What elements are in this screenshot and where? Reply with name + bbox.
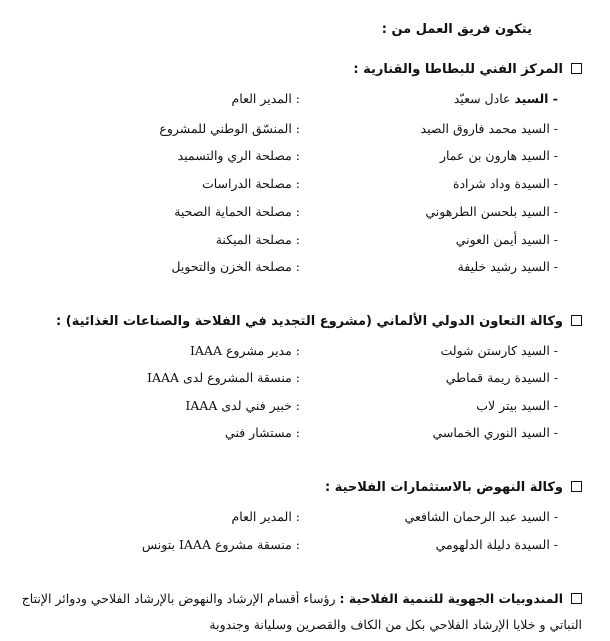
section-title: المركز الفني للبطاطا والقنارية :	[353, 62, 563, 77]
member-name: - السيد بلحسن الطرهوني	[425, 204, 558, 219]
member-role: : منسقة مشروع IAAA بتونس	[141, 537, 300, 552]
member-role: : مدير مشروع IAAA	[189, 343, 300, 358]
member-role: : المدير العام	[231, 91, 300, 106]
checkbox-icon	[571, 481, 582, 492]
section-heading-potato-center	[353, 62, 582, 78]
section-title: وكالة النهوض بالاستثمارات الفلاحية :	[324, 480, 563, 495]
member-name: - السيدة ريمة قماطي	[445, 370, 558, 385]
member-name: - السيد النوري الخماسي	[432, 425, 558, 440]
section-title: المندوبيات الجهوية للتنمية الفلاحية :	[339, 591, 563, 606]
member-name: - السيدة دليلة الدلهومي	[435, 537, 558, 552]
section-title: وكالة التعاون الدولي الألماني (مشروع التجديد في الفلاحة والصناعات الغذائية) :	[56, 314, 563, 329]
section-heading-apia	[325, 480, 582, 496]
member-role: : المنسّق الوطني للمشروع	[159, 121, 300, 136]
member-name: - السيد رشيد خليفة	[457, 259, 558, 274]
member-name: - السيد عبد الرحمان الشافعي	[404, 509, 558, 524]
section-heading-giz	[56, 314, 582, 330]
member-role: : خبير فني لدى IAAA	[185, 398, 300, 413]
member-name: - السيد محمد فاروق الصيد	[420, 121, 558, 136]
member-name: - السيد بيتر لاب	[476, 398, 558, 413]
member-role: : المدير العام	[231, 509, 300, 524]
checkbox-icon	[571, 63, 582, 74]
final-text: رؤساء أقسام الإرشاد والنهوض بالإرشاد الفلاحي ودوائر الإنتاج	[22, 591, 340, 606]
member-name: - السيد أيمن العوني	[455, 232, 558, 247]
member-role: : مصلحة الخزن والتحويل	[171, 259, 300, 274]
member-role: : مصلحة الحماية الصحية	[174, 204, 300, 219]
final-paragraph-line-1	[22, 591, 582, 607]
member-name: - السيد عادل سعيّد	[453, 91, 558, 106]
checkbox-icon	[571, 593, 582, 604]
intro-heading: يتكون فريق العمل من :	[381, 22, 532, 37]
checkbox-icon	[571, 315, 582, 326]
member-role: : مستشار فني	[225, 425, 300, 440]
member-name: - السيد كارستن شولت	[440, 343, 558, 358]
member-name: - السيد هارون بن عمار	[439, 148, 558, 163]
final-paragraph-line-2: النباتي و خلايا الإرشاد الفلاحي بكل من الكاف والقصرين وسليانة وجندوبة	[209, 617, 582, 632]
member-role: : منسقة المشروع لدى IAAA	[147, 370, 300, 385]
member-role: : مصلحة الدراسات	[201, 176, 300, 191]
member-role: : مصلحة الري والتسميد	[177, 148, 300, 163]
member-role: : مصلحة الميكنة	[215, 232, 300, 247]
member-name: - السيدة وداد شرادة	[452, 176, 558, 191]
